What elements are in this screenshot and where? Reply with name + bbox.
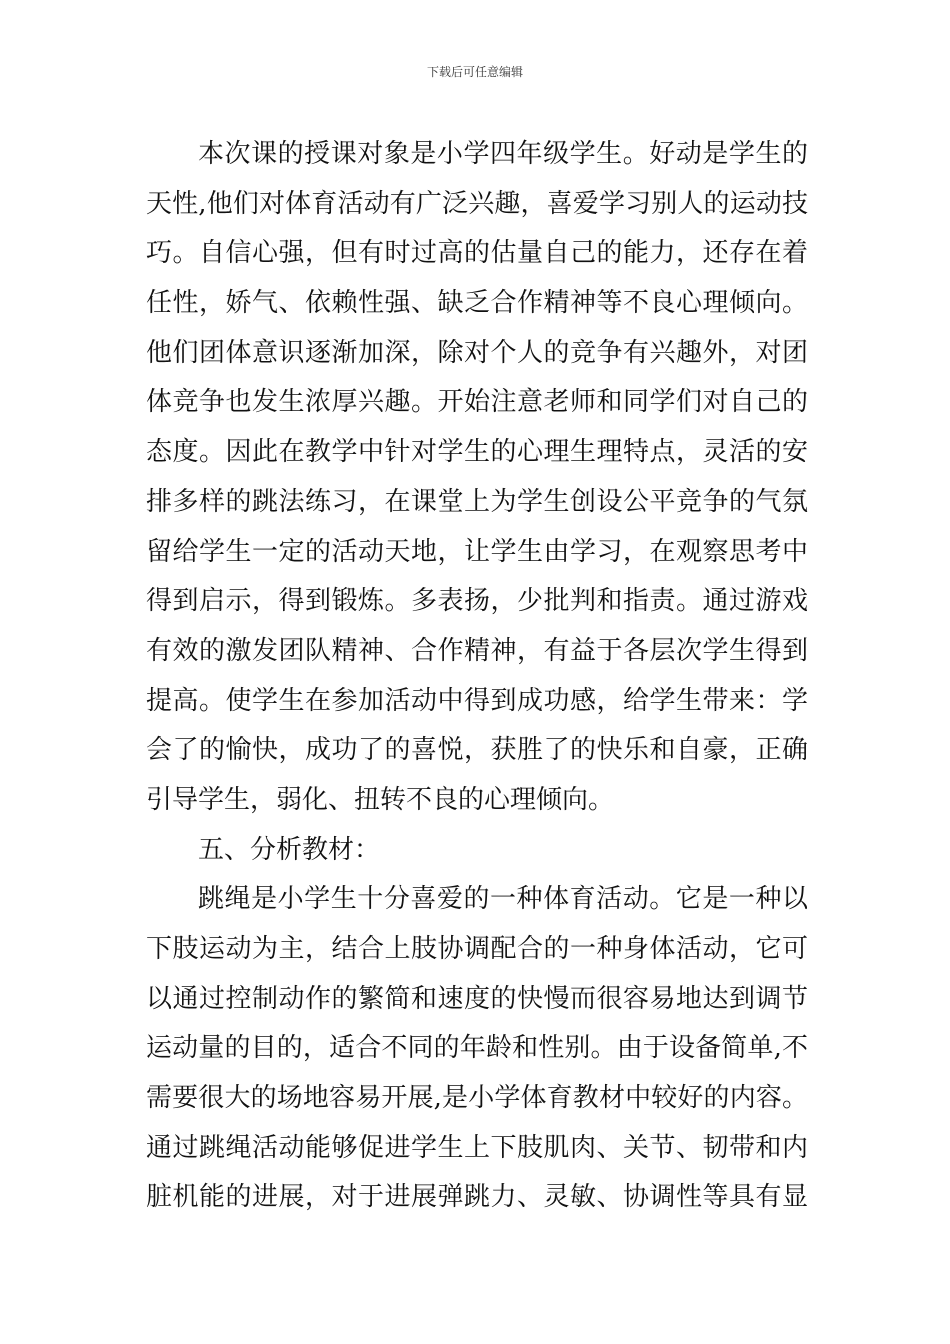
text-line: 排多样的跳法练习，在课堂上为学生创设公平竞争的气氛 bbox=[146, 486, 808, 517]
page-header: 下载后可任意编辑 bbox=[426, 65, 523, 79]
text-line: 以通过控制动作的繁简和速度的快慢而很容易地达到调节 bbox=[146, 983, 808, 1014]
text-line: 运动量的目的，适合不同的年龄和性别。由于设备简单,不 bbox=[146, 1033, 808, 1064]
section-heading: 五、分析教材： bbox=[198, 834, 381, 865]
text-line: 引导学生，弱化、扭转不良的心理倾向。 bbox=[146, 784, 615, 815]
text-line: 跳绳是小学生十分喜爱的一种体育活动。它是一种以 bbox=[198, 884, 808, 915]
text-line: 留给学生一定的活动天地，让学生由学习，在观察思考中 bbox=[146, 536, 808, 567]
text-line: 巧。自信心强，但有时过高的估量自己的能力，还存在着 bbox=[146, 238, 808, 269]
text-line: 天性,他们对体育活动有广泛兴趣，喜爱学习别人的运动技 bbox=[146, 188, 808, 219]
text-line: 本次课的授课对象是小学四年级学生。好动是学生的 bbox=[198, 139, 808, 169]
text-line: 得到启示，得到锻炼。多表扬，少批判和指责。通过游戏 bbox=[146, 586, 808, 617]
text-line: 他们团体意识逐渐加深，除对个人的竞争有兴趣外，对团 bbox=[146, 337, 808, 368]
text-line: 体竞争也发生浓厚兴趣。开始注意老师和同学们对自己的 bbox=[146, 387, 808, 418]
text-line: 态度。因此在教学中针对学生的心理生理特点，灵活的安 bbox=[146, 437, 808, 468]
text-line: 提高。使学生在参加活动中得到成功感，给学生带来：学 bbox=[146, 685, 808, 716]
text-line: 脏机能的进展，对于进展弹跳力、灵敏、协调性等具有显 bbox=[146, 1182, 808, 1213]
body-text bbox=[146, 130, 808, 1223]
text-line: 会了的愉快，成功了的喜悦，获胜了的快乐和自豪，正确 bbox=[146, 735, 808, 766]
text-line: 任性，娇气、依赖性强、缺乏合作精神等不良心理倾向。 bbox=[146, 288, 808, 319]
text-line: 需要很大的场地容易开展,是小学体育教材中较好的内容。 bbox=[146, 1083, 808, 1114]
text-line: 通过跳绳活动能够促进学生上下肢肌肉、关节、韧带和内 bbox=[146, 1132, 808, 1163]
text-line: 有效的激发团队精神、合作精神，有益于各层次学生得到 bbox=[146, 635, 808, 666]
text-line: 下肢运动为主，结合上肢协调配合的一种身体活动，它可 bbox=[146, 934, 808, 964]
